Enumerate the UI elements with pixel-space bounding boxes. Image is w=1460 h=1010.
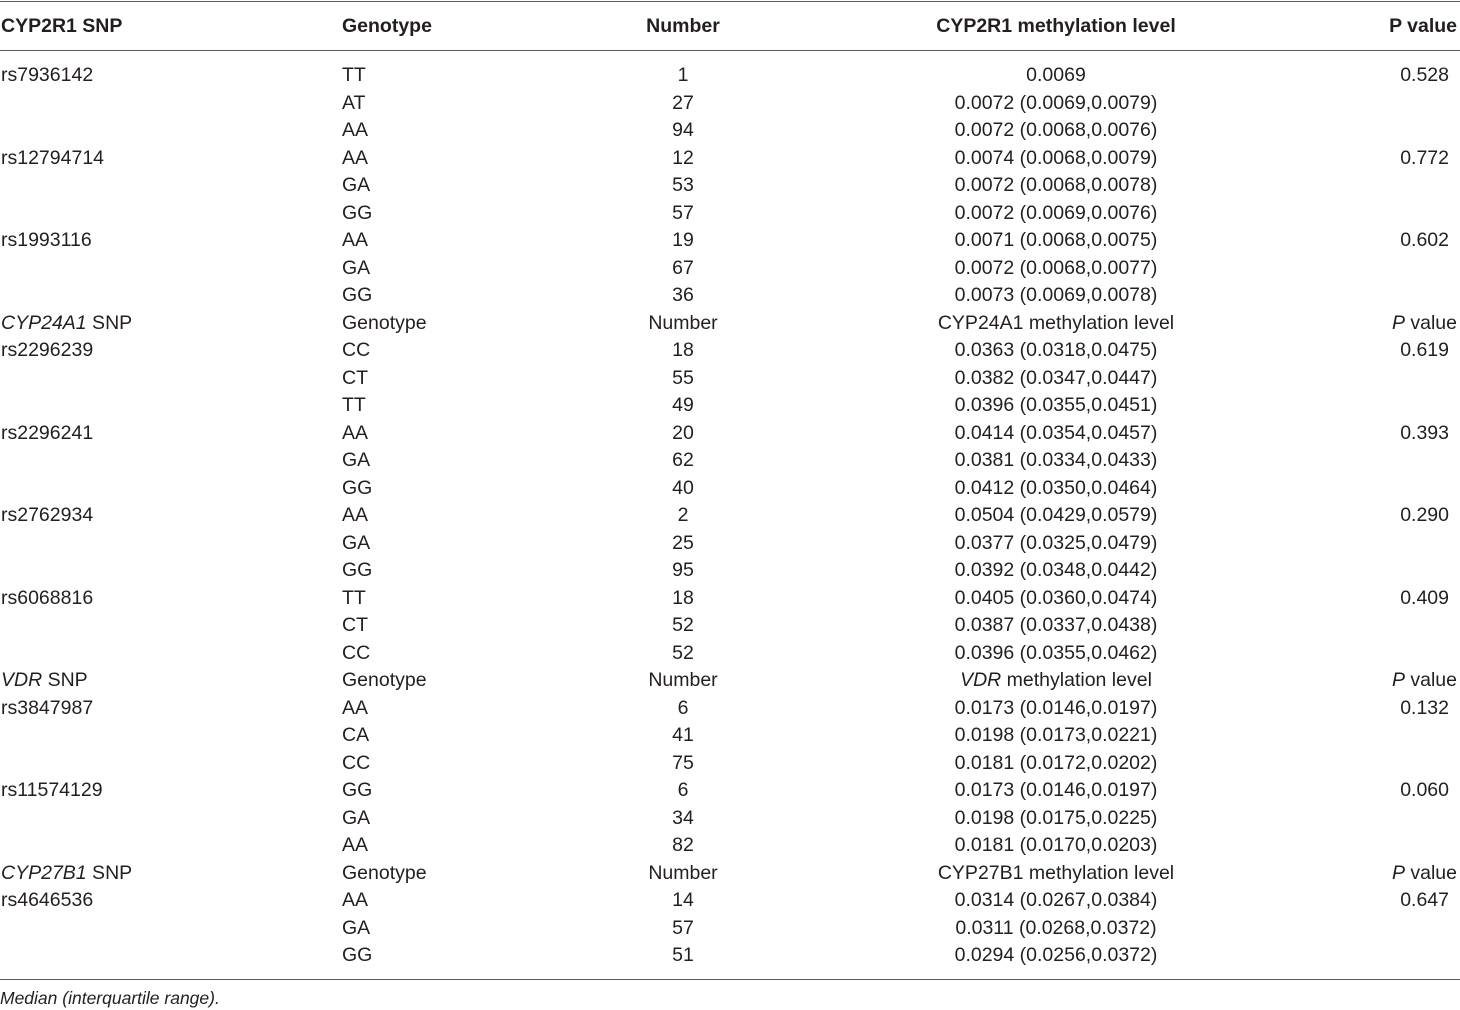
table-row xyxy=(0,365,1460,393)
table-row xyxy=(0,117,1460,145)
genotype: GG xyxy=(342,476,373,499)
snp-suffix: SNP xyxy=(42,669,88,691)
snp-id: rs7936142 xyxy=(1,64,94,86)
p-value: 0.619 xyxy=(1400,339,1449,361)
genotype: CC xyxy=(342,641,371,664)
number: 6 xyxy=(677,779,689,801)
number: 14 xyxy=(672,889,694,911)
table-row xyxy=(0,200,1460,228)
methylation-level: 0.0387 (0.0337,0.0438) xyxy=(954,614,1158,636)
p-value: 0.602 xyxy=(1400,229,1449,251)
number: 53 xyxy=(672,174,694,196)
methylation-level: 0.0181 (0.0172,0.0202) xyxy=(954,751,1158,774)
table-row xyxy=(0,502,1460,530)
header-p-value: P value xyxy=(1389,15,1457,37)
genotype: TT xyxy=(342,394,366,416)
table-row xyxy=(0,585,1460,613)
snp-suffix: SNP xyxy=(86,861,133,884)
table-row xyxy=(0,777,1460,805)
methylation-level: 0.0363 (0.0318,0.0475) xyxy=(954,339,1158,361)
number: 1 xyxy=(677,64,689,86)
snp-id: rs2296239 xyxy=(1,339,94,361)
number: 34 xyxy=(672,806,694,829)
methylation-label-text: CYP24A1 methylation level xyxy=(937,311,1175,334)
snp-id: rs3847987 xyxy=(1,696,94,719)
gene-name: CYP24A1 xyxy=(1,311,87,334)
number: 36 xyxy=(672,284,694,306)
methylation-level: 0.0377 (0.0325,0.0479) xyxy=(954,531,1158,554)
genotype: GA xyxy=(342,531,371,554)
methylation-level: 0.0072 (0.0069,0.0079) xyxy=(954,91,1158,114)
number: 2 xyxy=(677,504,689,526)
methylation-level: 0.0405 (0.0360,0.0474) xyxy=(954,586,1158,609)
number: 20 xyxy=(672,421,694,444)
table-row xyxy=(0,915,1460,943)
table-row xyxy=(0,750,1460,778)
methylation-level: 0.0173 (0.0146,0.0197) xyxy=(954,696,1158,719)
section-genotype-label: Genotype xyxy=(342,311,427,334)
number: 18 xyxy=(672,339,694,361)
p-value: 0.060 xyxy=(1400,779,1449,801)
genotype: AA xyxy=(342,229,369,251)
genotype: GA xyxy=(342,916,371,939)
snp-id: rs12794714 xyxy=(1,146,105,169)
genotype: GA xyxy=(342,256,371,279)
table-row xyxy=(0,282,1460,310)
table-row xyxy=(0,255,1460,283)
table-row xyxy=(0,640,1460,668)
snp-id: rs1993116 xyxy=(1,229,92,251)
methylation-level: 0.0381 (0.0334,0.0433) xyxy=(954,449,1158,471)
number: 25 xyxy=(672,531,694,554)
methylation-level: 0.0072 (0.0068,0.0076) xyxy=(954,119,1158,141)
table-row xyxy=(0,227,1460,255)
number: 51 xyxy=(672,944,694,966)
table-row xyxy=(0,475,1460,503)
table-row xyxy=(0,832,1460,860)
number: 18 xyxy=(672,586,694,609)
section-header-row xyxy=(0,310,1460,338)
genotype: CT xyxy=(342,366,368,389)
table-header-rule xyxy=(0,50,1460,51)
table-row xyxy=(0,942,1460,970)
genotype: CC xyxy=(342,339,371,361)
methylation-level: 0.0173 (0.0146,0.0197) xyxy=(954,779,1158,801)
genotype: GA xyxy=(342,806,371,829)
section-number-label: Number xyxy=(648,669,718,691)
genotype: CA xyxy=(342,724,370,746)
number: 52 xyxy=(672,614,694,636)
genotype: GA xyxy=(342,449,371,471)
number: 52 xyxy=(672,641,694,664)
methylation-level: 0.0073 (0.0069,0.0078) xyxy=(954,284,1158,306)
table-footnote: Median (interquartile range). xyxy=(0,988,220,1008)
methylation-gene-name: VDR xyxy=(960,669,1002,691)
genotype: AA xyxy=(342,504,369,526)
section-p-value-label xyxy=(1392,667,1457,695)
section-methylation-label xyxy=(906,860,1206,888)
header-snp: CYP2R1 SNP xyxy=(1,15,123,37)
p-value: 0.647 xyxy=(1400,889,1449,911)
p-value: 0.290 xyxy=(1400,504,1449,526)
genotype: AA xyxy=(342,146,369,169)
number: 57 xyxy=(672,916,694,939)
methylation-level: 0.0311 (0.0268,0.0372) xyxy=(955,916,1157,939)
snp-id: rs4646536 xyxy=(1,889,94,911)
table-header-row xyxy=(0,2,1460,50)
p-italic: P xyxy=(1391,861,1405,884)
table-row xyxy=(0,62,1460,90)
genotype: GG xyxy=(342,559,373,581)
genotype: AA xyxy=(342,834,369,856)
table-row xyxy=(0,337,1460,365)
methylation-level: 0.0074 (0.0068,0.0079) xyxy=(954,146,1158,169)
methylation-label-text: CYP27B1 methylation level xyxy=(937,861,1175,884)
methylation-level: 0.0314 (0.0267,0.0384) xyxy=(954,889,1158,911)
number: 6 xyxy=(677,696,689,719)
section-header-row xyxy=(0,667,1460,695)
section-genotype-label: Genotype xyxy=(342,669,427,691)
p-rest: value xyxy=(1404,861,1457,884)
genotype: CC xyxy=(342,751,371,774)
p-value: 0.393 xyxy=(1400,421,1449,444)
section-number-label: Number xyxy=(648,861,718,884)
genotype: GG xyxy=(342,201,373,224)
section-snp-label xyxy=(1,667,88,695)
table-row xyxy=(0,530,1460,558)
number: 67 xyxy=(672,256,694,279)
snp-id: rs2762934 xyxy=(1,504,94,526)
table-row xyxy=(0,172,1460,200)
section-p-value-label xyxy=(1392,860,1457,888)
table-bottom-rule xyxy=(0,979,1460,980)
number: 57 xyxy=(672,201,694,224)
methylation-level: 0.0412 (0.0350,0.0464) xyxy=(954,476,1158,499)
methylation-level: 0.0198 (0.0173,0.0221) xyxy=(954,724,1158,746)
genotype: TT xyxy=(342,64,366,86)
table-row xyxy=(0,557,1460,585)
section-number-label: Number xyxy=(648,311,718,334)
number: 41 xyxy=(672,724,694,746)
genotype: AA xyxy=(342,119,369,141)
snp-id: rs11574129 xyxy=(1,779,103,801)
table-row xyxy=(0,420,1460,448)
methylation-level: 0.0396 (0.0355,0.0462) xyxy=(954,641,1158,664)
p-value: 0.132 xyxy=(1400,696,1449,719)
snp-id: rs6068816 xyxy=(1,586,94,609)
methylation-level: 0.0069 xyxy=(1026,64,1086,86)
section-methylation-label xyxy=(906,310,1206,338)
table-row xyxy=(0,612,1460,640)
number: 94 xyxy=(672,119,694,141)
section-p-value-label xyxy=(1392,310,1457,338)
genotype: GG xyxy=(342,944,373,966)
p-rest: value xyxy=(1404,311,1457,334)
methylation-level: 0.0396 (0.0355,0.0451) xyxy=(954,394,1158,416)
number: 82 xyxy=(672,834,694,856)
p-value: 0.409 xyxy=(1400,586,1449,609)
table-row xyxy=(0,887,1460,915)
methylation-label-text: methylation level xyxy=(1001,669,1152,691)
methylation-level: 0.0392 (0.0348,0.0442) xyxy=(954,559,1158,581)
genotype: GG xyxy=(342,284,373,306)
header-methylation: CYP2R1 methylation level xyxy=(936,15,1176,37)
number: 12 xyxy=(672,146,694,169)
snp-suffix: SNP xyxy=(86,311,133,334)
genotype: AA xyxy=(342,889,369,911)
genotype: GA xyxy=(342,174,371,196)
methylation-level: 0.0072 (0.0068,0.0078) xyxy=(954,174,1158,196)
methylation-level: 0.0072 (0.0069,0.0076) xyxy=(954,201,1158,224)
table-row xyxy=(0,392,1460,420)
methylation-level: 0.0504 (0.0429,0.0579) xyxy=(954,504,1158,526)
genotype: AT xyxy=(342,91,366,114)
number: 49 xyxy=(672,394,694,416)
header-genotype: Genotype xyxy=(342,15,432,37)
table-row xyxy=(0,722,1460,750)
table-row xyxy=(0,145,1460,173)
number: 27 xyxy=(672,91,694,114)
number: 95 xyxy=(672,559,694,581)
header-number: Number xyxy=(646,15,720,37)
section-genotype-label: Genotype xyxy=(342,861,427,884)
number: 75 xyxy=(672,751,694,774)
methylation-level: 0.0294 (0.0256,0.0372) xyxy=(954,944,1158,966)
p-rest: value xyxy=(1404,669,1457,691)
table-row xyxy=(0,695,1460,723)
number: 40 xyxy=(672,476,694,499)
section-snp-label xyxy=(1,860,132,888)
number: 19 xyxy=(672,229,694,251)
table-row xyxy=(0,805,1460,833)
table-row xyxy=(0,447,1460,475)
p-value: 0.528 xyxy=(1400,64,1449,86)
p-italic: P xyxy=(1391,311,1405,334)
gene-name: VDR xyxy=(1,669,43,691)
number: 55 xyxy=(672,366,694,389)
section-methylation-label xyxy=(906,667,1206,695)
methylation-level: 0.0382 (0.0347,0.0447) xyxy=(954,366,1158,389)
p-italic: P xyxy=(1391,669,1405,691)
genotype: GG xyxy=(342,779,373,801)
section-snp-label xyxy=(1,310,132,338)
methylation-level: 0.0181 (0.0170,0.0203) xyxy=(954,834,1158,856)
genotype: AA xyxy=(342,421,369,444)
methylation-level: 0.0414 (0.0354,0.0457) xyxy=(954,421,1158,444)
methylation-level: 0.0198 (0.0175,0.0225) xyxy=(954,806,1158,829)
methylation-level: 0.0072 (0.0068,0.0077) xyxy=(954,256,1158,279)
snp-id: rs2296241 xyxy=(1,421,94,444)
table-row xyxy=(0,90,1460,118)
genotype: TT xyxy=(342,586,366,609)
p-value: 0.772 xyxy=(1400,146,1449,169)
gene-name: CYP27B1 xyxy=(1,861,87,884)
genotype: CT xyxy=(342,614,368,636)
number: 62 xyxy=(672,449,694,471)
methylation-level: 0.0071 (0.0068,0.0075) xyxy=(954,229,1158,251)
section-header-row xyxy=(0,860,1460,888)
genotype: AA xyxy=(342,696,369,719)
